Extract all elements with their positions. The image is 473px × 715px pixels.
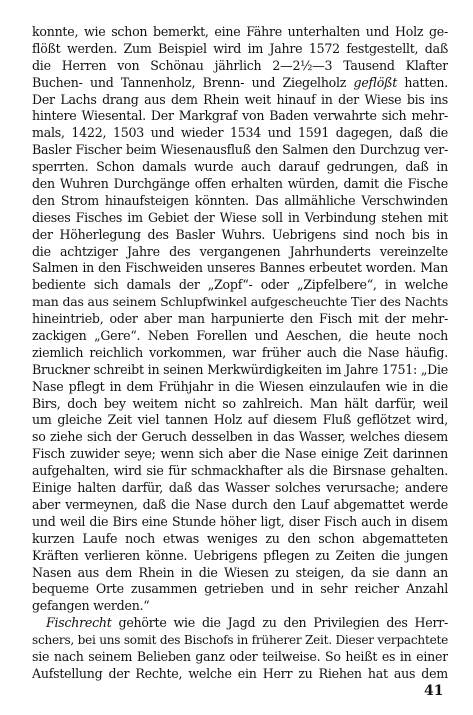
emphasized-word: geflößt [353,74,398,90]
text-line: hintere Wiesental. Der Markgraf von Baden verwahrte sich mehr- [32,108,448,124]
text-line: sie nach seinem Belieben ganz oder teilweise. So heißt es in einer [32,648,448,664]
text-line: Basler Fischer beim Wiesenausfluß den Salmen den Durchzug ver- [32,142,448,158]
text-line: der Höherlegung des Basler Wuhrs. Uebrigens sind noch bis in [32,226,448,242]
text-line: Der Lachs drang aus dem Rhein weit hinauf in der Wiese bis ins [32,91,448,107]
text-line: Fisch zuwider seye; wenn sich aber die Nase einige Zeit darinnen [32,446,448,462]
text-line: konnte, wie schon bemerkt, eine Fähre unterhalten und Holz ge- [32,24,448,39]
text-line: so ziehe sich der Geruch desselben in das Wasser, welches diesem [32,429,448,445]
text-line: die Herren von Schönau jährlich 2—2½—3 Tausend Klafter [32,57,448,73]
emphasized-word: Fischrecht [46,615,112,631]
text-line: um gleiche Zeit viel tannen Holz auf diesem Fluß geflötzet wird, [32,412,448,428]
text-line: Nase pflegt in dem Frühjahr in die Wiesen einzulaufen wie in die [32,378,448,394]
text-line: bediente sich damals der „Zopf“- oder „Zipfelbere“, in welche [32,277,448,293]
text-line: flößt werden. Zum Beispiel wird im Jahre 1572 festgestellt, daß [32,40,448,56]
text-line: ziemlich reichlich vorkommen, war früher auch die Nase häufig. [32,344,448,360]
page-number: 41 [424,683,444,699]
text-line: bequeme Orte zusammen getrieben und in sehr reicher Anzahl [32,581,448,597]
text-line: Bruckner schreibt in seinen Merkwürdigkeiten im Jahre 1751: „Die [32,361,448,377]
text-line: die achtziger Jahre des vergangenen Jahrhunderts vereinzelte [32,243,448,259]
text-line: kurzen Laufe noch etwas weniges zu den schon abgematteten [32,530,448,546]
text-line: mals, 1422, 1503 und wieder 1534 und 1591 dagegen, daß die [32,125,448,141]
text-line: zackigen „Gere“. Neben Forellen und Aeschen, die heute noch [32,328,448,344]
text-line: den Wuhren Durchgänge offen erhalten würden, damit die Fische [32,176,448,192]
text-line: sperrten. Schon damals wurde auch darauf gedrungen, daß in [32,159,448,175]
text-line: Aufstellung der Rechte, welche ein Herr zu Riehen hat aus dem [32,665,448,681]
text-line: schers, bei uns somit des Bischofs in früherer Zeit. Dieser verpachtete [32,633,448,648]
text-line: hineintrieb, oder aber man harpunierte den Fisch mit der mehr- [32,311,448,327]
text-line: Salmen in den Fischweiden unseres Bannes erbeutet worden. Man [32,260,448,276]
text-line: man das aus seinem Schlupfwinkel aufgescheuchte Tier des Nachts [32,294,448,310]
text-line: Fischrecht gehörte wie die Jagd zu den Privilegien des Herr- [46,615,448,631]
text-line: Nasen aus dem Rhein in die Wiesen zu steigen, da sie dann an [32,564,448,580]
text-line: Einige halten darfür, daß das Wasser solches verursache; andere [32,480,448,496]
text-line: Buchen- und Tannenholz, Brenn- und Ziegelholz geflößt hatten. [32,74,448,90]
text-line: gefangen werden.“ [32,598,150,614]
text-line: und weil die Birs eine Stunde höher ligt, diser Fisch auch in disem [32,513,448,529]
text-line: aber vermeynen, daß die Nase durch den Lauf abgemattet werde [32,496,448,512]
body-text [32,24,448,683]
text-line: Kräften verlieren könne. Uebrigens pflegen zu Zeiten die jungen [32,547,448,563]
text-line: aufgehalten, wird sie für schmackhafter als die Birsnase gehalten. [32,463,448,479]
text-line: Birs, doch bey weitem nicht so zahlreich. Man hält darfür, weil [32,395,448,411]
text-line: den Strom hinaufsteigen könnten. Das allmähliche Verschwinden [32,192,448,208]
text-line: dieses Fisches im Gebiet der Wiese soll in Verbindung stehen mit [32,209,448,225]
